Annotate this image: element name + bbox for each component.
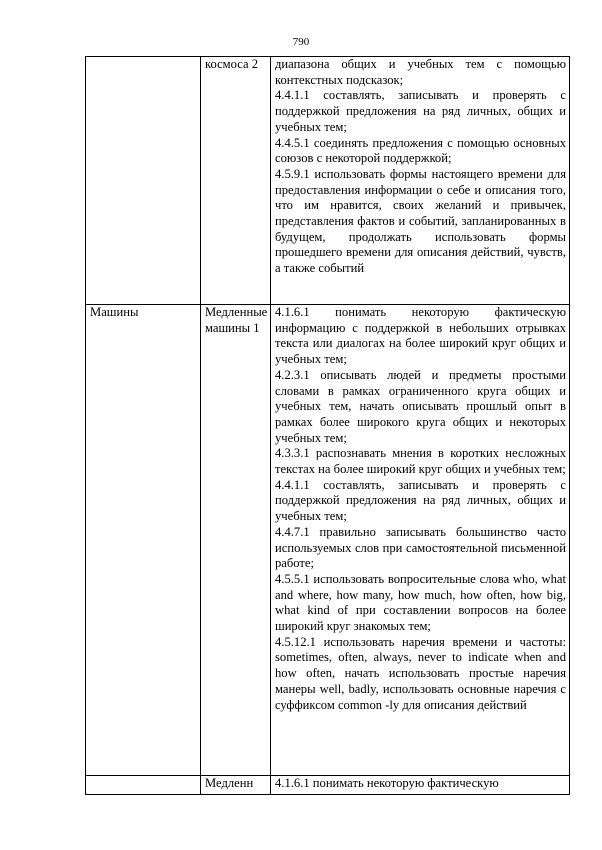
- table-row: [86, 305, 570, 776]
- page-number: 790: [292, 36, 310, 48]
- objective-text: 4.2.3.1 описывать людей и предметы простыми словами в рамках ограниченного круга общих и учебных тем, начать описывать прошлый опыт в рамках более широкого круга общих и некоторых учебных тем;: [275, 367, 566, 445]
- lesson-text: Медленн: [205, 776, 254, 790]
- objective-text: 4.4.7.1 правильно записывать большинство часто используемых слов при самостоятельной письменной работе;: [275, 524, 566, 571]
- table-row: [86, 776, 570, 795]
- objectives-cell: [271, 57, 570, 305]
- objective-text: 4.4.1.1 составлять, записывать и проверять с поддержкой предложения на ряд личных, общих и учебных тем;: [275, 88, 566, 134]
- objectives-cell: [271, 305, 570, 776]
- objective-text: 4.4.1.1 составлять, записывать и проверять с поддержкой предложения на ряд личных, общих и учебных тем;: [275, 477, 566, 524]
- curriculum-table: [85, 56, 570, 795]
- lesson-cell: космоса 2: [201, 57, 271, 305]
- objectives-cell: [271, 776, 570, 795]
- table-row: [86, 57, 570, 305]
- objective-text: 4.5.9.1 использовать формы настоящего времени для предоставления информации о себе и описания того, что им нравится, своих желаний и привычек, представления фактов и событий, запланированных в будущем, продолжать использовать формы прошедшего времени для описания действий, чувств, а также событий: [275, 166, 566, 276]
- topic-cell: [86, 57, 201, 305]
- objective-text: диапазона общих и учебных тем с помощью контекстных подсказок;: [275, 57, 566, 87]
- objective-text: 4.3.3.1 распознавать мнения в коротких несложных текстах на более широкий круг общих и учебных тем;: [275, 446, 566, 477]
- topic-cell: Машины: [86, 305, 201, 776]
- topic-cell: [86, 776, 201, 795]
- objective-text: 4.5.12.1 использовать наречия времени и частоты: sometimes, often, always, never to indicate when and how often, начать использовать простые наречия манеры well, badly, использовать основные наречия с суффиксом common -ly для описания действий: [275, 634, 566, 712]
- objective-text: 4.4.5.1 соединять предложения с помощью основных союзов с некоторой поддержкой;: [275, 135, 566, 166]
- lesson-cell: Медленные машины 1: [201, 305, 271, 776]
- objective-text: 4.1.6.1 понимать некоторую фактическую информацию с поддержкой в небольших отрывках текста или диалогах на более широкий круг общих и учебных тем;: [275, 305, 566, 367]
- lesson-cell: [201, 776, 271, 795]
- objective-text: 4.5.5.1 использовать вопросительные слова who, what and where, how many, how much, how often, how big, what kind of при составлении вопросов на более широкий круг знакомых тем;: [275, 571, 566, 634]
- objective-text: 4.1.6.1 понимать некоторую фактическую: [275, 776, 499, 790]
